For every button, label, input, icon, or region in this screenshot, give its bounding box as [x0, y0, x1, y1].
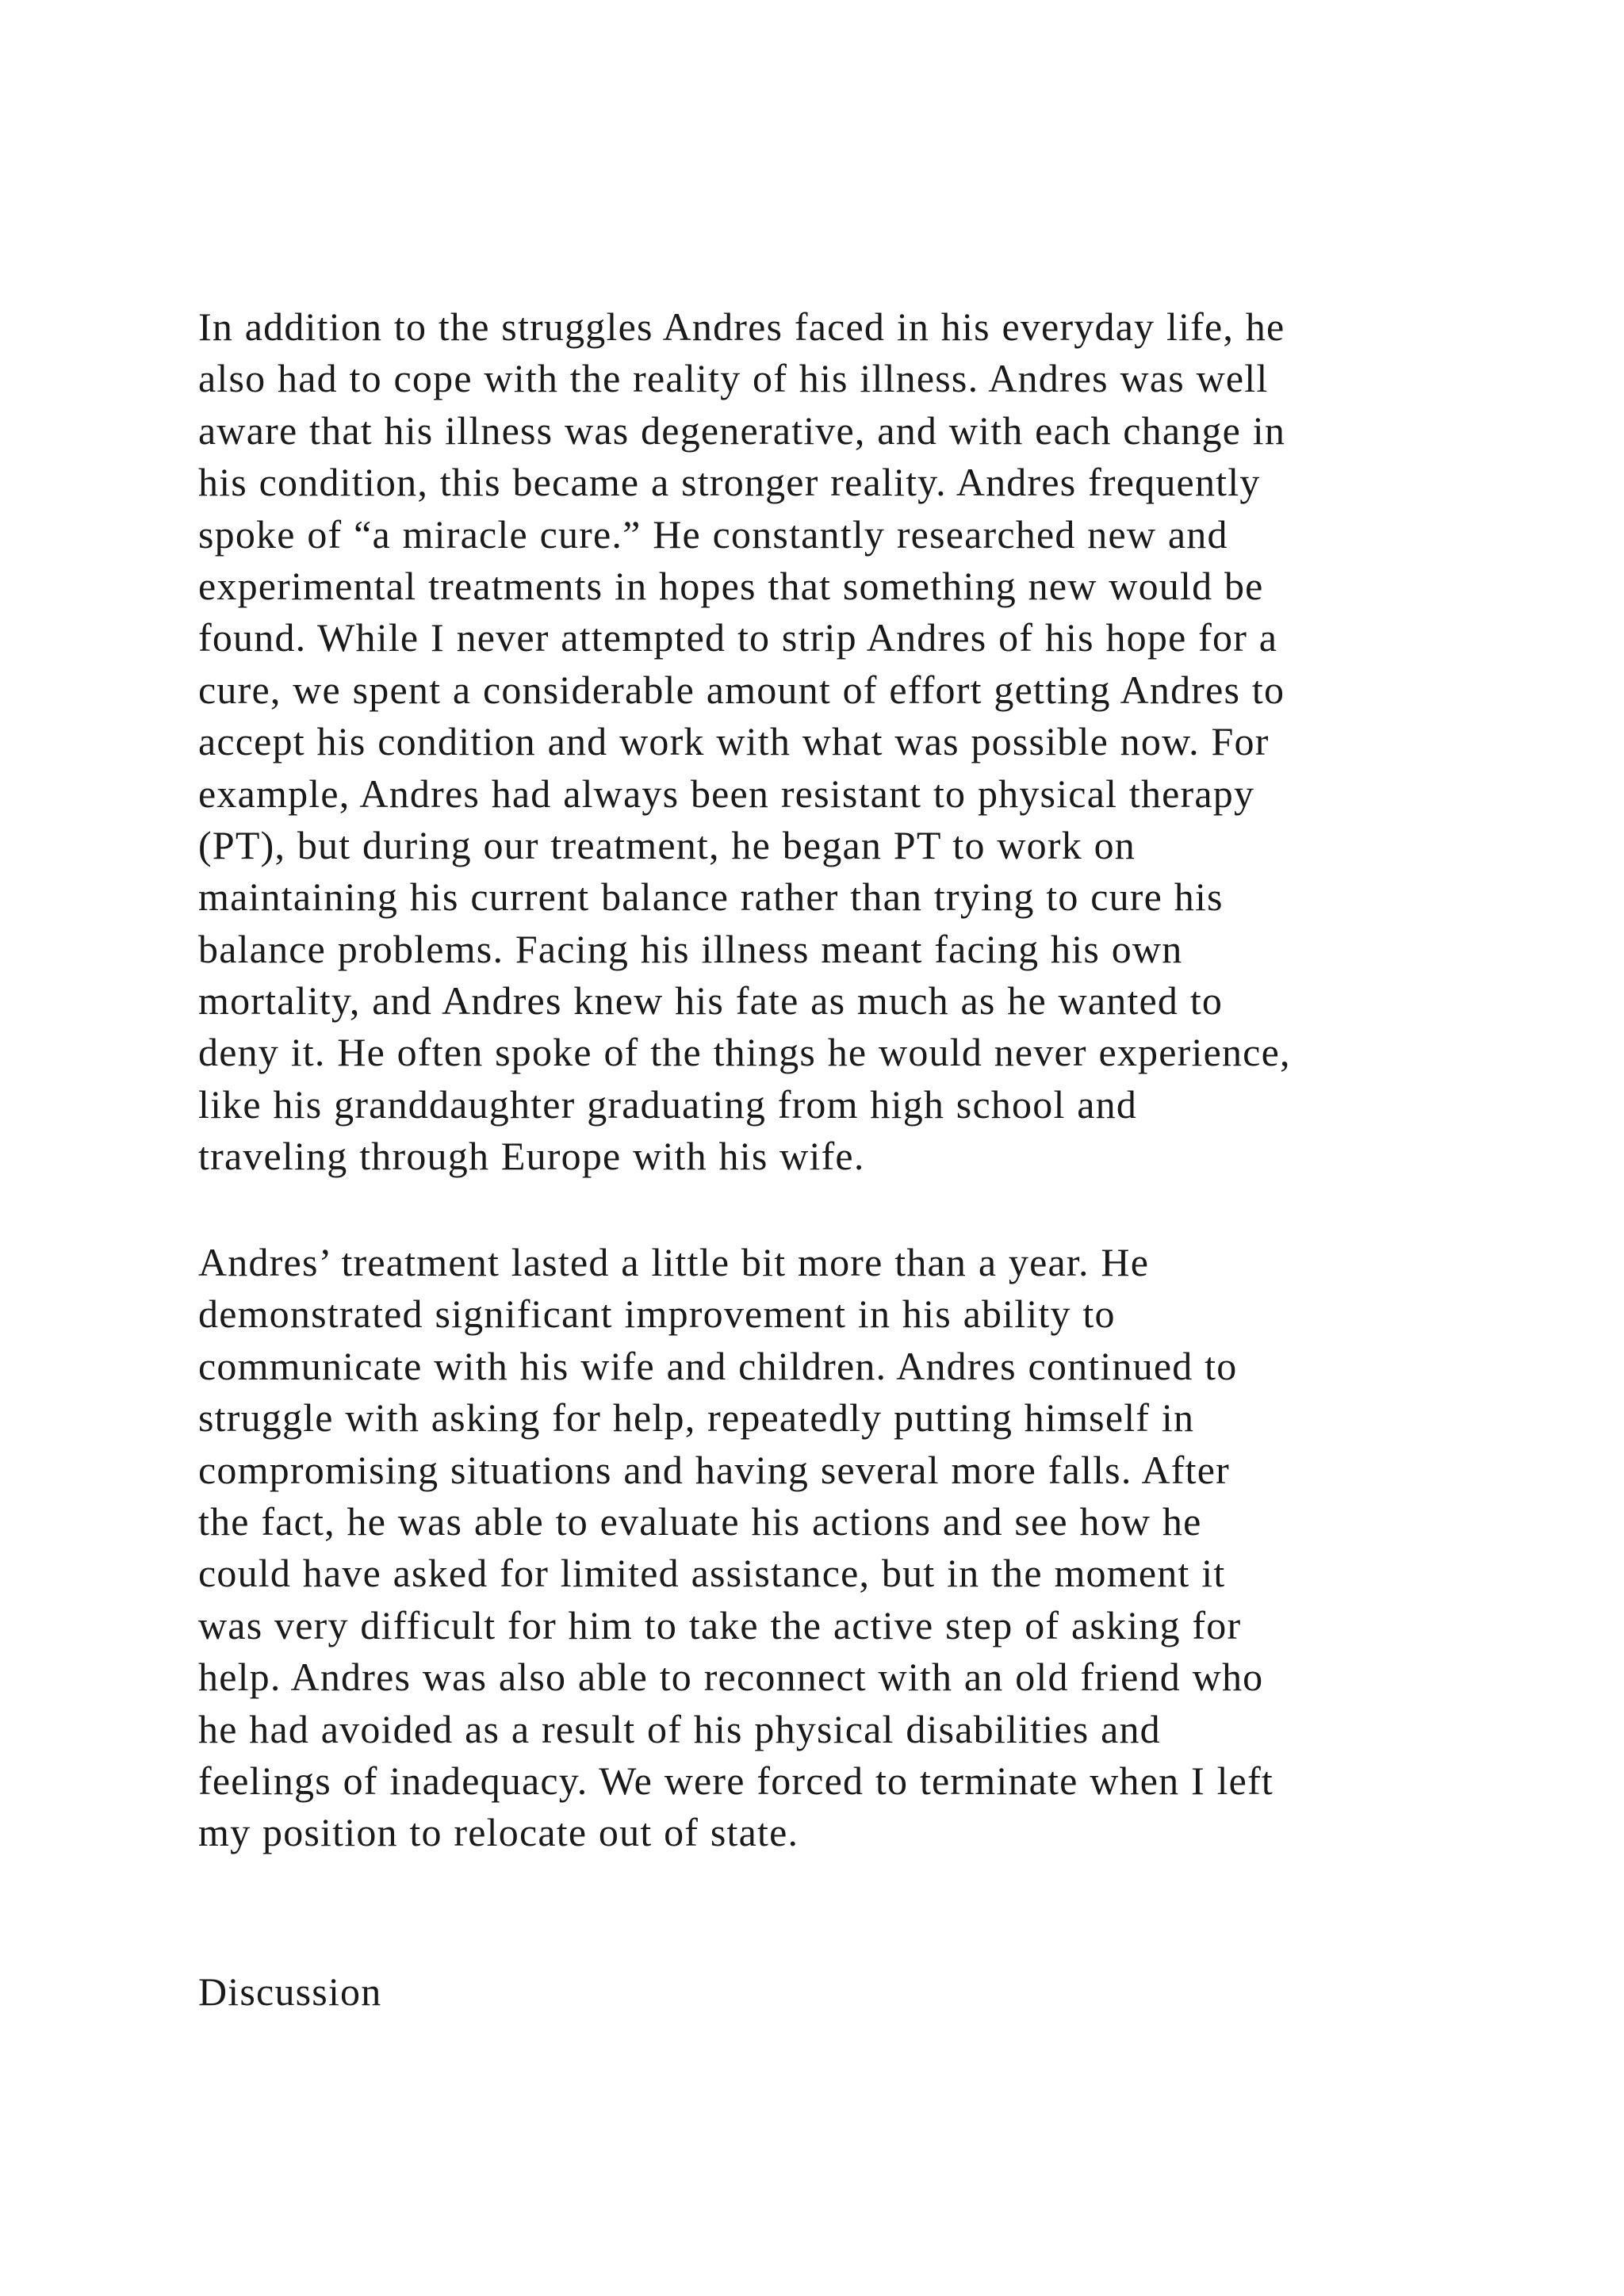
text-line: mortality, and Andres knew his fate as much as he wanted to	[198, 978, 1224, 1024]
text-line: cure, we spent a considerable amount of effort getting Andres to	[198, 667, 1285, 712]
section-heading-discussion	[198, 1966, 1483, 2018]
text-line: his condition, this became a stronger reality. Andres frequently	[198, 460, 1261, 505]
text-line: help. Andres was also able to reconnect with an old friend who	[198, 1655, 1264, 1700]
text-line: traveling through Europe with his wife.	[198, 1134, 865, 1179]
text-line: compromising situations and having several more falls. After	[198, 1447, 1230, 1492]
heading-text: Discussion	[198, 1969, 382, 2014]
paragraph-treatment-outcome	[198, 1237, 1483, 1859]
text-line: maintaining his current balance rather than trying to cure his	[198, 874, 1224, 920]
text-line: demonstrated significant improvement in his ability to	[198, 1292, 1116, 1337]
text-line: In addition to the struggles Andres faced in his everyday life, he	[198, 304, 1285, 349]
text-line: accept his condition and work with what was possible now. For	[198, 719, 1270, 764]
text-line: he had avoided as a result of his physical disabilities and	[198, 1706, 1161, 1751]
text-line: example, Andres had always been resistant to physical therapy	[198, 771, 1255, 816]
text-line: experimental treatments in hopes that something new would be	[198, 563, 1264, 608]
text-line: balance problems. Facing his illness meant facing his own	[198, 926, 1183, 971]
text-line: the fact, he was able to evaluate his actions and see how he	[198, 1498, 1202, 1544]
text-line: also had to cope with the reality of his illness. Andres was well	[198, 356, 1269, 401]
text-line: found. While I never attempted to strip Andres of his hope for a	[198, 615, 1278, 660]
text-line: aware that his illness was degenerative, and with each change in	[198, 408, 1286, 453]
text-line: like his granddaughter graduating from high school and	[198, 1081, 1138, 1127]
text-line: could have asked for limited assistance, but in the moment it	[198, 1551, 1226, 1596]
text-line: my position to relocate out of state.	[198, 1810, 799, 1855]
paragraph-illness-reality	[198, 301, 1483, 1183]
text-line: deny it. He often spoke of the things he would never experience,	[198, 1030, 1291, 1075]
text-line: was very difficult for him to take the active step of asking for	[198, 1602, 1242, 1647]
text-line: feelings of inadequacy. We were forced to terminate when I left	[198, 1758, 1274, 1803]
text-line: Andres’ treatment lasted a little bit more than a year. He	[198, 1240, 1150, 1284]
text-line: communicate with his wife and children. Andres continued to	[198, 1343, 1238, 1388]
text-line: struggle with asking for help, repeatedly putting himself in	[198, 1395, 1195, 1441]
text-line: spoke of “a miracle cure.” He constantly researched new and	[198, 511, 1228, 557]
text-line: (PT), but during our treatment, he began PT to work on	[198, 822, 1136, 867]
